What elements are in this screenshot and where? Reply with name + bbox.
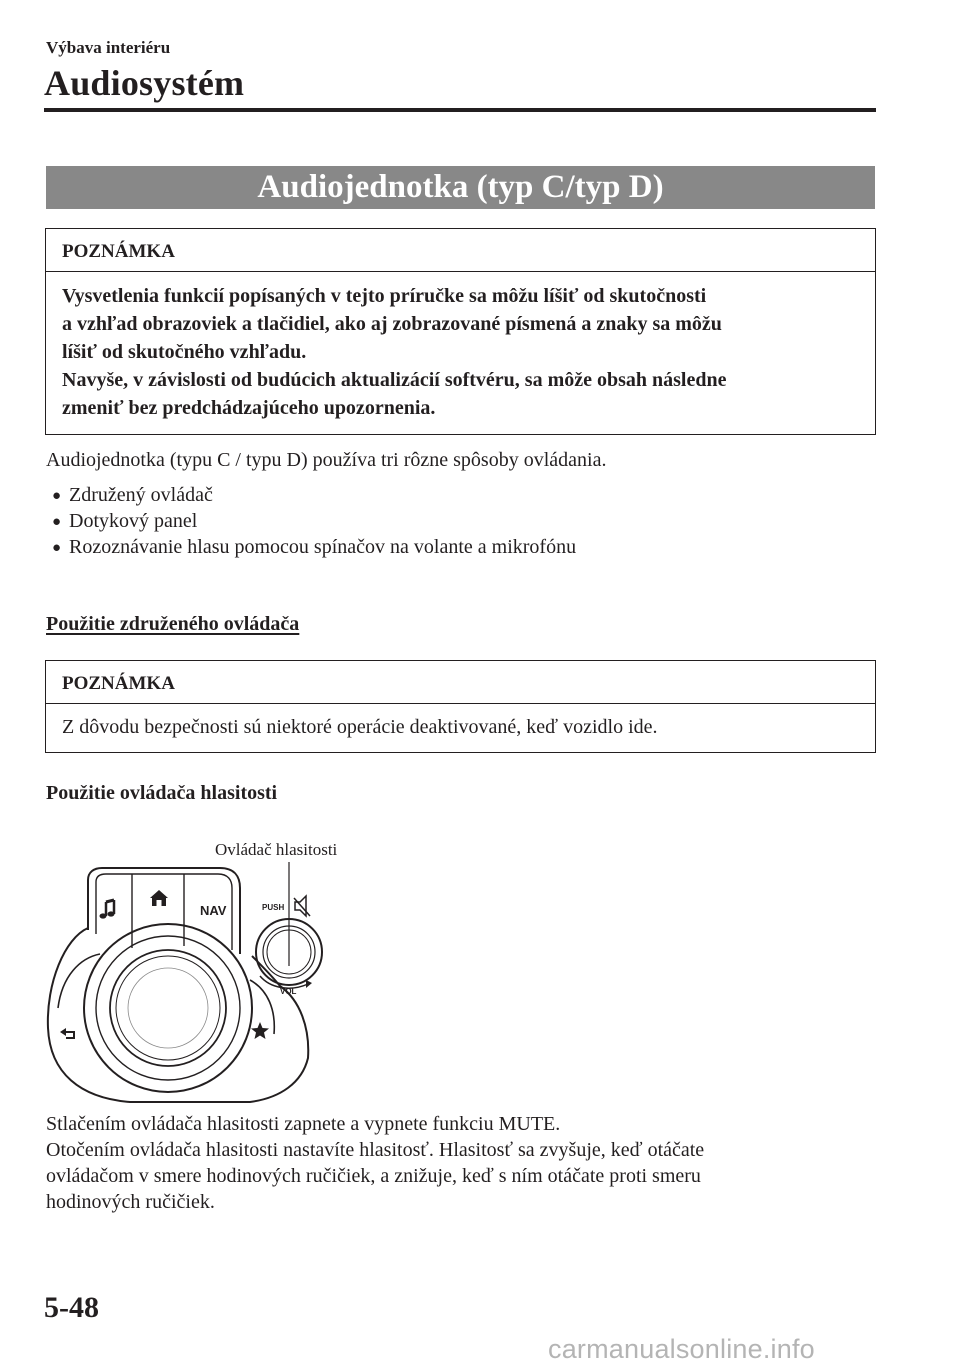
list-item-text: Združený ovládač bbox=[69, 484, 213, 506]
vol-label: VOL bbox=[280, 987, 297, 996]
home-icon bbox=[150, 890, 168, 906]
body-line: Otočením ovládača hlasitosti nastavíte hlasitosť. Hlasitosť sa zvyšuje, keď otáčate bbox=[46, 1139, 705, 1161]
note-body: Z dôvodu bezpečnosti sú niektoré operácie deaktivované, keď vozidlo ide. bbox=[62, 716, 658, 738]
page-title: Audiosystém bbox=[44, 63, 245, 103]
note-line: zmeniť bez predchádzajúceho upozornenia. bbox=[62, 397, 436, 419]
bullet-icon: ● bbox=[52, 540, 62, 556]
note-line: a vzhľad obrazoviek a tlačidiel, ako aj zobrazované písmená a znaky sa môžu bbox=[62, 313, 722, 335]
list-item bbox=[52, 482, 213, 509]
bullet-icon: ● bbox=[52, 514, 62, 530]
note-heading: POZNÁMKA bbox=[46, 661, 875, 704]
body-line: Stlačením ovládača hlasitosti zapnete a vypnete funkciu MUTE. bbox=[46, 1113, 561, 1135]
body-line: hodinových ručičiek. bbox=[46, 1191, 215, 1213]
subheading-volume: Použitie ovládača hlasitosti bbox=[46, 782, 278, 804]
watermark: carmanualsonline.info bbox=[548, 1334, 815, 1364]
back-arrow-icon bbox=[60, 1028, 74, 1038]
star-icon bbox=[251, 1022, 269, 1039]
bullet-icon: ● bbox=[52, 488, 62, 504]
list-item bbox=[52, 534, 576, 561]
note-line: Navyše, v závislosti od budúcich aktualizácií softvéru, sa môže obsah následne bbox=[62, 369, 727, 391]
callout-label: Ovládač hlasitosti bbox=[215, 840, 338, 859]
note-line: Vysvetlenia funkcií popísaných v tejto príručke sa môžu líšiť od skutočnosti bbox=[62, 285, 707, 307]
console-outline bbox=[48, 928, 308, 1102]
nav-label: NAV bbox=[200, 903, 227, 918]
section-label: Výbava interiéru bbox=[46, 38, 171, 57]
commander-knob bbox=[84, 924, 252, 1092]
header-rule bbox=[44, 108, 876, 112]
list-item bbox=[52, 508, 197, 535]
music-note-icon bbox=[100, 900, 115, 919]
note-box-general bbox=[45, 228, 876, 435]
intro-paragraph: Audiojednotka (typu C / typu D) používa tri rôzne spôsoby ovládania. bbox=[46, 449, 607, 471]
note-line: líšiť od skutočného vzhľadu. bbox=[62, 341, 307, 363]
note-body bbox=[46, 272, 875, 434]
section-banner: Audiojednotka (typ C/typ D) bbox=[46, 166, 875, 209]
subheading-commander: Použitie združeného ovládača bbox=[46, 613, 300, 635]
push-label: PUSH bbox=[262, 903, 285, 912]
page-number: 5-48 bbox=[44, 1291, 99, 1324]
commander-control-figure bbox=[40, 858, 340, 1108]
note-heading: POZNÁMKA bbox=[46, 229, 875, 272]
note-box-safety bbox=[45, 660, 876, 753]
body-line: ovládačom v smere hodinových ručičiek, a znižuje, keď s ním otáčate proti smeru bbox=[46, 1165, 701, 1187]
list-item-text: Rozoznávanie hlasu pomocou spínačov na volante a mikrofónu bbox=[69, 536, 577, 558]
mute-speaker-icon bbox=[294, 896, 310, 916]
list-item-text: Dotykový panel bbox=[69, 510, 198, 532]
